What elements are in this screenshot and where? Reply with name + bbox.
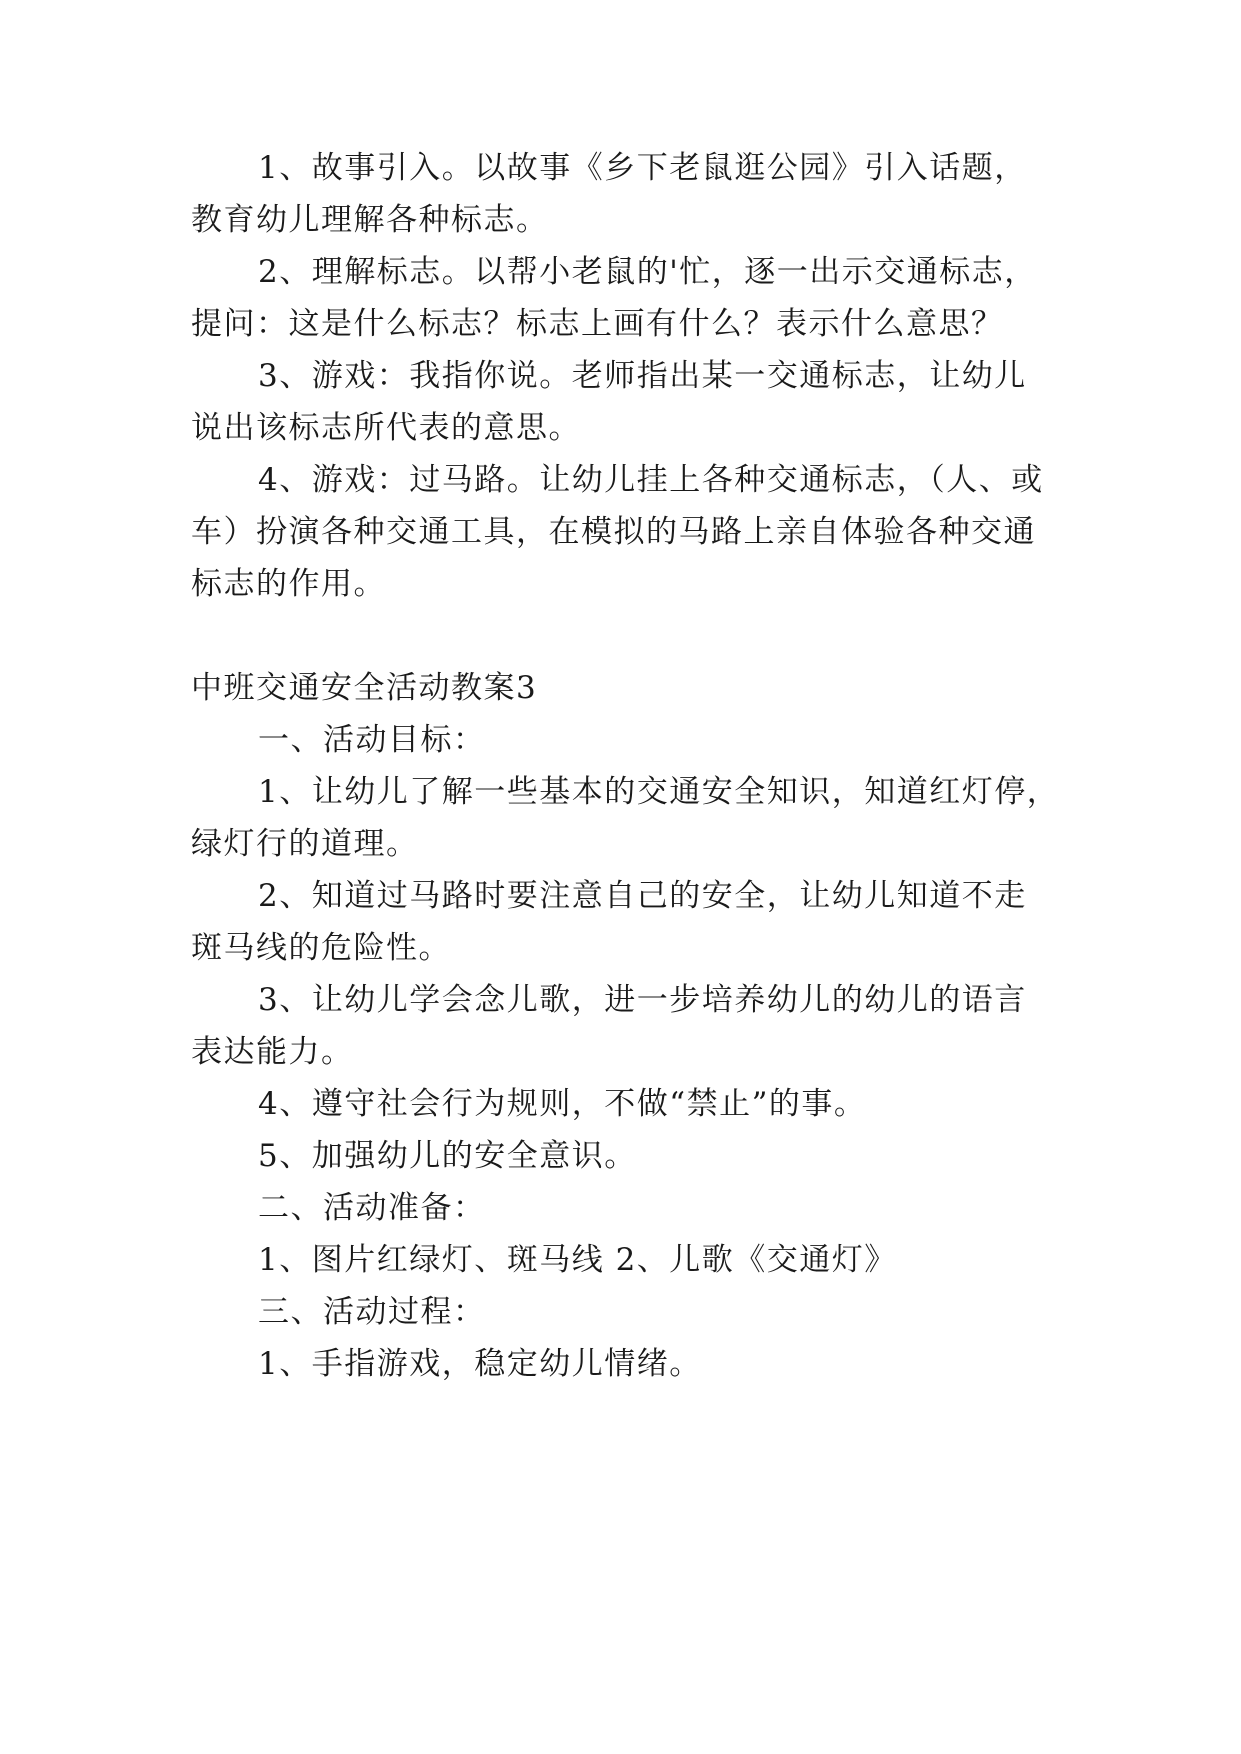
- prep-item-1: 1、图片红绿灯、斑马线 2、儿歌《交通灯》: [258, 1242, 897, 1278]
- process-item-1: 1、手指游戏，稳定幼儿情绪。: [258, 1346, 702, 1382]
- section-title: 中班交通安全活动教案3: [191, 670, 538, 706]
- paragraph-4-line-3: 标志的作用。: [191, 566, 386, 602]
- goal-3-line-2: 表达能力。: [191, 1034, 354, 1070]
- goal-1-line-1: 1、让幼儿了解一些基本的交通安全知识，知道红灯停，: [258, 774, 1060, 810]
- goal-4: 4、遵守社会行为规则，不做“禁止”的事。: [258, 1086, 867, 1122]
- goals-heading: 一、活动目标：: [258, 722, 486, 758]
- prep-heading: 二、活动准备：: [258, 1190, 486, 1226]
- paragraph-4-line-1: 4、游戏：过马路。让幼儿挂上各种交通标志，（人、或: [258, 462, 1044, 498]
- goal-3-line-1: 3、让幼儿学会念儿歌，进一步培养幼儿的幼儿的语言: [258, 982, 1027, 1018]
- goal-2-line-2: 斑马线的危险性。: [191, 930, 451, 966]
- paragraph-4-line-2: 车）扮演各种交通工具，在模拟的马路上亲自体验各种交通: [191, 514, 1036, 550]
- paragraph-1-line-1: 1、故事引入。以故事《乡下老鼠逛公园》引入话题，: [258, 150, 1027, 186]
- goal-5: 5、加强幼儿的安全意识。: [258, 1138, 637, 1174]
- goal-1-line-2: 绿灯行的道理。: [191, 826, 419, 862]
- paragraph-2-line-2: 提问：这是什么标志？标志上画有什么？表示什么意思？: [191, 306, 1004, 342]
- paragraph-3-line-1: 3、游戏：我指你说。老师指出某一交通标志，让幼儿: [258, 358, 1027, 394]
- paragraph-3-line-2: 说出该标志所代表的意思。: [191, 410, 581, 446]
- goal-2-line-1: 2、知道过马路时要注意自己的安全，让幼儿知道不走: [258, 878, 1027, 914]
- paragraph-1-line-2: 教育幼儿理解各种标志。: [191, 202, 549, 238]
- paragraph-2-line-1: 2、理解标志。以帮小老鼠的'忙，逐一出示交通标志，: [258, 254, 1037, 290]
- process-heading: 三、活动过程：: [258, 1294, 486, 1330]
